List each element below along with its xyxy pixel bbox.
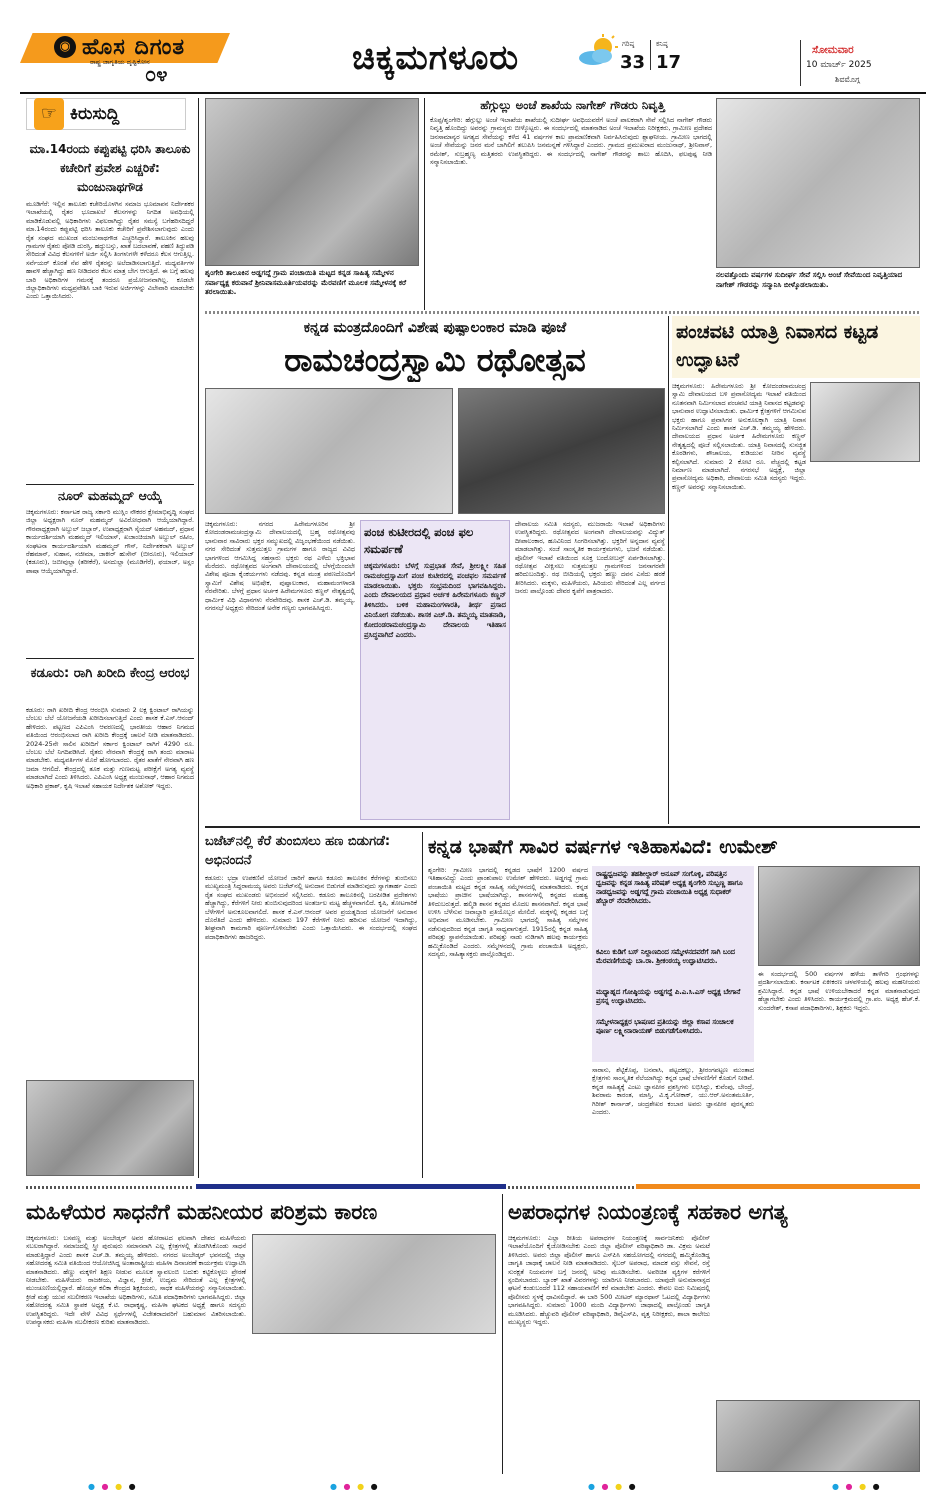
registration-marks bbox=[88, 1482, 138, 1491]
registration-dot: ● bbox=[357, 1482, 371, 1491]
ratha-sidebox-headline: ಪಂಚ ಕುಟೀರದಲ್ಲಿ ಪಂಚ ಫಲ ಸಮರ್ಪಣೆ bbox=[364, 525, 474, 556]
aparadha-headline: ಅಪರಾಧಗಳ ನಿಯಂತ್ರಣಕ್ಕೆ ಸಹಕಾರ ಅಗತ್ಯ bbox=[508, 1200, 788, 1224]
registration-dot: ● bbox=[330, 1482, 344, 1491]
ragi-centre-photo bbox=[26, 1080, 194, 1176]
story1-body: ಮೂಡಿಗೆರೆ: ಇಲ್ಲಿನ ತಾಲೂಕು ಕಚೇರಿಯೊಳಗಿನ ಸಮಾಜ ಭೂಮಾಪನ ನಿರ್ದೇಶಕರ ಇಲಾಖೆಯಲ್ಲಿ ರೈತರ ಭೂದಾಖಲೆ ಕೆಲಸಗಳನ್ನು ನಿಗದಿತ ಅವಧಿಯಲ್ಲಿ ಮಾಡಿಕೊಡುವಲ್ಲಿ ಅಧಿಕಾರಿಗಳು ವಿಫಲರಾಗಿದ್ದು ರೈತರ ಸಮಸ್ಯೆ ಬಗೆಹರಿಸದಿದ್ದರೆ ಮಾ.14ರಂದು ಕಪ್ಪುಪಟ್ಟಿ ಧರಿಸಿ ತಾಲೂಕು ಕಚೇರಿಗೆ ಪ್ರವೇಶಿಸಲಾಗುವುದು ಎಂದು ರೈತ ಸಂಘದ ಮುಖಂಡ ಮಂಜುನಾಥಗೌಡ ಎಚ್ಚರಿಸಿದ್ದಾರೆ. ತಾಲೂಕಿನ ಹಲವು ಗ್ರಾಮಗಳ ರೈತರು ಪೋಡಿ ದುರಸ್ತಿ, ಹದ್ದುಬಸ್ತು, ಖಾತೆ ಬದಲಾವಣೆ, ಪಹಣಿ ತಿದ್ದುಪಡಿ ಸೇರಿದಂತೆ ವಿವಿಧ ಕೆಲಸಗಳಿಗೆ ಅರ್ಜಿ ಸಲ್ಲಿಸಿ ತಿಂಗಳುಗಳೇ ಕಳೆದರೂ ಕೆಲಸ ಆಗುತ್ತಿಲ್ಲ. ಸರ್ವೆಯರ್ ಕೊರತೆ ನೆಪ ಹೇಳಿ ರೈತರನ್ನು ಅಲೆದಾಡಿಸಲಾಗುತ್ತಿದೆ. ಮಧ್ಯವರ್ತಿಗಳ ಹಾವಳಿ ಹೆಚ್ಚಾಗಿದ್ದು ಹಣ ನೀಡಿದವರ ಕೆಲಸ ಮಾತ್ರ ಬೇಗ ಆಗುತ್ತಿದೆ. ಈ ಬಗ್ಗೆ ಹಲವು ಬಾರಿ ಅಧಿಕಾರಿಗಳ ಗಮನಕ್ಕೆ ತಂದರೂ ಪ್ರಯೋಜನವಾಗಿಲ್ಲ. ಕೂಡಲೇ ಜಿಲ್ಲಾಧಿಕಾರಿಗಳು ಮಧ್ಯಪ್ರವೇಶಿಸಿ ಬಾಕಿ ಇರುವ ಅರ್ಜಿಗಳನ್ನು ವಿಲೇವಾರಿ ಮಾಡಬೇಕು ಎಂದು ಒತ್ತಾಯಿಸಿದರು. bbox=[26, 200, 194, 301]
bar-pattern bbox=[508, 1186, 634, 1189]
inauguration-photo bbox=[810, 382, 920, 462]
date-box-divider bbox=[800, 40, 801, 86]
story2-body: ಚಿಕ್ಕಮಗಳೂರು: ಕರ್ನಾಟಕ ರಾಜ್ಯ ಸರ್ಕಾರಿ ಮುಸ್ಲಿಂ ನೌಕರರ ಕ್ಷೇಮಾಭಿವೃದ್ಧಿ ಸಂಘದ ಜಿಲ್ಲಾ ಅಧ್ಯಕ್ಷರಾಗಿ ನೂರ್ ಮಹಮ್ಮದ್ ಅವಿರೋಧವಾಗಿ ಆಯ್ಕೆಯಾಗಿದ್ದಾರೆ. ಗೌರವಾಧ್ಯಕ್ಷರಾಗಿ ಅಬ್ದುಲ್ ಜಬ್ಬಾರ್, ಉಪಾಧ್ಯಕ್ಷರಾಗಿ ಸೈಯದ್ ಅಹಮದ್, ಪ್ರಧಾನ ಕಾರ್ಯದರ್ಶಿಯಾಗಿ ಮಹಮ್ಮದ್ ಇಲಿಯಾಸ್, ಖಜಾಂಚಿಯಾಗಿ ಅಬ್ದುಲ್ ರಹೀಂ, ಸಂಘಟನಾ ಕಾರ್ಯದರ್ಶಿಯಾಗಿ ಮಹಮ್ಮದ್ ಗೌಸ್, ನಿರ್ದೇಶಕರಾಗಿ ಅಬ್ದುಲ್ ರೆಹಮಾನ್, ಸುಹಾನ, ನಜೀಮಾ, ಜಾಕೀರ್ ಹುಸೇನ್ (ಬೀರೂರು), ಇಲಿಯಾಜ್ (ಕಡೂರು), ಜಬೀವುಲ್ಲಾ (ತರೀಕೆರೆ), ಅಸದುಲ್ಲಾ (ಮೂಡಿಗೆರೆ), ಫಯಾಜ್, ಅಸ್ಲಂ ಪಾಷಾ ಆಯ್ಕೆಯಾಗಿದ್ದಾರೆ. bbox=[26, 508, 194, 575]
registration-dot: ● bbox=[615, 1482, 629, 1491]
panchavati-headline: ಪಂಚವಟಿ ಯಾತ್ರಿ ನಿವಾಸದ ಕಟ್ಟಡ ಉದ್ಘಾಟನೆ bbox=[676, 321, 879, 371]
womens-day-photo bbox=[252, 1234, 496, 1334]
budget-body: ಕಡೂರು: ಭದ್ರಾ ಉಪಕಣಿವೆ ಯೋಜನೆ ಜಾರಿಗೆ ಹಾಗೂ ಕಡೂರು ತಾಲೂಕಿನ ಕೆರೆಗಳನ್ನು ತುಂಬಿಸಲು ಮುಖ್ಯಮಂತ್ರಿ ಸಿದ್ದರಾಮಯ್ಯ ಅವರು ಬಜೆಟ್‌ನಲ್ಲಿ ಅನುದಾನ ಬಿಡುಗಡೆ ಮಾಡಿರುವುದು ಸ್ವಾಗತಾರ್ಹ ಎಂದು ರೈತ ಸಂಘದ ಮುಖಂಡರು ಅಭಿನಂದನೆ ಸಲ್ಲಿಸಿದರು. ಕಡೂರು ತಾಲೂಕಿನಲ್ಲಿ ಬರಪೀಡಿತ ಪ್ರದೇಶಗಳು ಹೆಚ್ಚಾಗಿದ್ದು, ಕೆರೆಗಳಿಗೆ ನೀರು ತುಂಬಿಸುವುದರಿಂದ ಅಂತರ್ಜಲ ಮಟ್ಟ ಹೆಚ್ಚಳವಾಗಲಿದೆ. ಕೃಷಿ, ತೋಟಗಾರಿಕೆ ಬೆಳೆಗಳಿಗೆ ಅನುಕೂಲವಾಗಲಿದೆ. ಶಾಸಕ ಕೆ.ಎಸ್.ಆನಂದ್ ಅವರ ಪ್ರಯತ್ನದಿಂದ ಯೋಜನೆಗೆ ಅನುದಾನ ದೊರೆತಿದೆ ಎಂದು ಹೇಳಿದರು. ಸುಮಾರು 197 ಕೆರೆಗಳಿಗೆ ನೀರು ಹರಿಸುವ ಯೋಜನೆ ಇದಾಗಿದ್ದು, ಶೀಘ್ರವಾಗಿ ಕಾಮಗಾರಿ ಪೂರ್ಣಗೊಳಿಸಬೇಕು ಎಂದು ಒತ್ತಾಯಿಸಿದರು. ಈ ಸಂದರ್ಭದಲ್ಲಿ ಸಂಘದ ಪದಾಧಿಕಾರಿಗಳು ಹಾಜರಿದ್ದರು. bbox=[205, 874, 417, 941]
temp-divider bbox=[650, 40, 651, 70]
registration-dot: ● bbox=[628, 1482, 638, 1491]
column-rule bbox=[668, 316, 669, 824]
page-number: ೦೪ bbox=[145, 62, 168, 86]
kiru-suddi-title: ಕಿರುಸುದ್ದಿ bbox=[70, 104, 120, 124]
umesh-bullet-2: ಕವಿಲು ಕುಡಿಗೆ ಬಸ್ ನಿಲ್ದಾಣದಿಂದ ಸಮ್ಮೇಳನದವರೆಗೆ ಸಾಗಿ ಬಂದ ಮೆರವಣಿಗೆಯನ್ನು ಬಾ.ರಾ. ಶ್ರೀಕಂಠಯ್ಯ ಉದ್ಘಾಟಿಸಿದರು. bbox=[596, 948, 735, 965]
registration-dot: ● bbox=[872, 1482, 882, 1491]
ratha-crowd-photo bbox=[458, 388, 665, 514]
procession-caption: ಶೃಂಗೇರಿ ತಾಲೂಕಿನ ಅಡ್ಡಗದ್ದೆ ಗ್ರಾಮ ಪಂಚಾಯಿತಿ ಮಟ್ಟದ ಕನ್ನಡ ಸಾಹಿತ್ಯ ಸಮ್ಮೇಳನ ಸರ್ವಾಧ್ಯಕ್ಷ ಕರುವಾನೆ ಶ್ರೀನಿವಾಸಮೂರ್ತಿಯವರನ್ನು ಮೆರವಣಿಗೆ ಮೂಲಕ ಸಮ್ಮೇಳನಕ್ಕೆ ಕರೆ ತರಲಾಯಿತು. bbox=[205, 268, 407, 296]
sammelana-photo bbox=[758, 866, 920, 966]
registration-dot: ● bbox=[370, 1482, 380, 1491]
nagesh-headline: ಹೆಗ್ಗುಲ್ಲು ಅಂಚೆ ಶಾಖೆಯ ನಾಗೇಶ್ ಗೌಡರು ನಿವೃತ್ತಿ bbox=[480, 98, 665, 112]
registration-dot: ● bbox=[88, 1482, 102, 1491]
bar-pattern bbox=[26, 1186, 194, 1189]
retirement-photo bbox=[716, 98, 920, 268]
umesh-bullet-4: ಸಮ್ಮೇಳನಾಧ್ಯಕ್ಷರ ಭಾಷಣದ ಪ್ರತಿಯನ್ನು ಜಿಲ್ಲಾ ಕಸಾಪ ಸಂಚಾಲಕ ಪೂರ್ಣ ಲಕ್ಷ್ಮೀನಾರಾಯಣ್ ಬಿಡುಗಡೆಗೊಳಿಸಿದರು. bbox=[596, 1018, 734, 1035]
panchavati-body: ಚಿಕ್ಕಮಗಳೂರು: ಹಿರೇಮಗಳೂರು ಶ್ರೀ ಕೋದಂಡರಾಮಚಂದ್ರ ಸ್ವಾಮಿ ದೇವಾಲಯದ ಬಳಿ ಪ್ರವಾಸೋದ್ಯಮ ಇಲಾಖೆ ವತಿಯಿಂದ ನೂತನವಾಗಿ ನಿರ್ಮಿಸಲಾದ ಪಂಚವಟಿ ಯಾತ್ರಿ ನಿವಾಸದ ಕಟ್ಟಡವನ್ನು ಭಾನುವಾರ ಉದ್ಘಾಟಿಸಲಾಯಿತು. ಧಾರ್ಮಿಕ ಕ್ಷೇತ್ರಗಳಿಗೆ ಆಗಮಿಸುವ ಭಕ್ತರು ಹಾಗೂ ಪ್ರವಾಸಿಗರ ಅನುಕೂಲಕ್ಕಾಗಿ ಯಾತ್ರಿ ನಿವಾಸ ನಿರ್ಮಿಸಲಾಗಿದೆ ಎಂದು ಶಾಸಕ ಎಚ್.ಡಿ. ತಮ್ಮಯ್ಯ ಹೇಳಿದರು. ದೇವಾಲಯದ ಪ್ರಧಾನ ಅರ್ಚಕ ಹಿರೇಮಗಳೂರು ಕಣ್ಣನ್ ನೇತೃತ್ವದಲ್ಲಿ ಪೂಜೆ ಸಲ್ಲಿಸಲಾಯಿತು. ಯಾತ್ರಿ ನಿವಾಸದಲ್ಲಿ ಸುಸಜ್ಜಿತ ಕೊಠಡಿಗಳು, ಶೌಚಾಲಯ, ಕುಡಿಯುವ ನೀರಿನ ವ್ಯವಸ್ಥೆ ಕಲ್ಪಿಸಲಾಗಿದೆ. ಸುಮಾರು 2 ಕೋಟಿ ರೂ. ವೆಚ್ಚದಲ್ಲಿ ಕಟ್ಟಡ ನಿರ್ಮಾಣ ಮಾಡಲಾಗಿದೆ. ನಗರಸಭೆ ಅಧ್ಯಕ್ಷೆ, ಜಿಲ್ಲಾ ಪ್ರವಾಸೋದ್ಯಮ ಅಧಿಕಾರಿ, ದೇವಾಲಯ ಸಮಿತಿ ಸದಸ್ಯರು ಇದ್ದರು. ಕಣ್ಣನ್ ಅವರನ್ನು ಸನ್ಮಾನಿಸಲಾಯಿತು. bbox=[672, 382, 806, 491]
nagesh-body: ಕೊಪ್ಪ/ಶೃಂಗೇರಿ: ಹೆಗ್ಗುಲ್ಲು ಅಂಚೆ ಇಲಾಖೆಯ ಶಾಖೆಯಲ್ಲಿ ಸುದೀರ್ಘ ಅವಧಿಯವರೆಗೆ ಅಂಚೆ ಪಾಲಕರಾಗಿ ಸೇವೆ ಸಲ್ಲಿಸಿದ ನಾಗೇಶ್ ಗೌಡರು ನಿವೃತ್ತಿ ಹೊಂದಿದ್ದು ಅವರನ್ನು ಗ್ರಾಮಸ್ಥರು ಬೀಳ್ಕೊಟ್ಟರು. ಈ ಸಂದರ್ಭದಲ್ಲಿ ಮಾತನಾಡಿದ ಅಂಚೆ ಇಲಾಖೆಯ ನಿರೀಕ್ಷಕರು, ಗ್ರಾಮೀಣ ಪ್ರದೇಶದ ಜನಸಾಮಾನ್ಯರ ಅಗತ್ಯದ ಸೇವೆಯನ್ನು ಕಳೆದ 41 ವರ್ಷಗಳ ಕಾಲ ಪ್ರಾಮಾಣಿಕವಾಗಿ ನಿರ್ವಹಿಸಿರುವುದು ಶ್ಲಾಘನೀಯ. ಗ್ರಾಮೀಣ ಭಾಗದಲ್ಲಿ ಅಂಚೆ ಸೇವೆಯನ್ನು ಜನರ ಮನೆ ಬಾಗಿಲಿಗೆ ತಲುಪಿಸಿ ಜನಮನ್ನಣೆ ಗಳಿಸಿದ್ದಾರೆ ಎಂದರು. ಗ್ರಾಮದ ಪ್ರಮುಖರಾದ ಮಂಜುನಾಥ್, ಶ್ರೀನಿವಾಸ್, ರಮೇಶ್, ಸುಬ್ರಹ್ಮಣ್ಯ ಮತ್ತಿತರರು ಉಪಸ್ಥಿತರಿದ್ದರು. ಈ ಸಂದರ್ಭದಲ್ಲಿ ನಾಗೇಶ್ ಗೌಡರನ್ನು ಶಾಲು ಹೊದಿಸಿ, ಫಲಪುಷ್ಪ ನೀಡಿ ಸನ್ಮಾನಿಸಲಾಯಿತು. bbox=[430, 116, 712, 167]
pointing-hand-icon: ☞ bbox=[34, 98, 64, 130]
ratha-body1: ಚಿಕ್ಕಮಗಳೂರು: ನಗರದ ಹಿರೇಮಗಳೂರಿನ ಶ್ರೀ ಕೋದಂಡರಾಮಚಂದ್ರಸ್ವಾಮಿ ದೇವಾಲಯದಲ್ಲಿ ಬ್ರಹ್ಮ ರಥೋತ್ಸವವು ಭಾನುವಾರ ಸಾವಿರಾರು ಭಕ್ತರ ಸಮ್ಮುಖದಲ್ಲಿ ವಿಜೃಂಭಣೆಯಿಂದ ನಡೆಯಿತು. ನಗರ ಸೇರಿದಂತೆ ಸುತ್ತಮುತ್ತಲ ಗ್ರಾಮಗಳ ಹಾಗೂ ರಾಜ್ಯದ ವಿವಿಧ ಭಾಗಗಳಿಂದ ಆಗಮಿಸಿದ್ದ ಸಹಸ್ರಾರು ಭಕ್ತರು ರಥ ಎಳೆದು ಭಕ್ತಿಭಾವ ಮೆರೆದರು. ರಥೋತ್ಸವದ ಅಂಗವಾಗಿ ದೇವಾಲಯದಲ್ಲಿ ಬೆಳಗ್ಗೆಯಿಂದಲೇ ವಿಶೇಷ ಪೂಜಾ ಕೈಂಕರ್ಯಗಳು ನಡೆದವು. ಕನ್ನಡ ಮಂತ್ರ ಪಠಣದೊಂದಿಗೆ ಸ್ವಾಮಿಗೆ ವಿಶೇಷ ಅಭಿಷೇಕ, ಪುಷ್ಪಾಲಂಕಾರ, ಮಹಾಮಂಗಳಾರತಿ ನೆರವೇರಿತು. ಬೆಳಗ್ಗೆ ಪ್ರಧಾನ ಅರ್ಚಕ ಹಿರೇಮಗಳೂರು ಕಣ್ಣನ್ ನೇತೃತ್ವದಲ್ಲಿ ಧಾರ್ಮಿಕ ವಿಧಿ ವಿಧಾನಗಳು ನೆರವೇರಿದವು. ಶಾಸಕ ಎಚ್.ಡಿ. ತಮ್ಮಯ್ಯ, ನಗರಸಭೆ ಅಧ್ಯಕ್ಷರು ಸೇರಿದಂತೆ ಅನೇಕ ಗಣ್ಯರು ಭಾಗವಹಿಸಿದ್ದರು. bbox=[205, 520, 355, 613]
ratha-sidebox-body: ಚಿಕ್ಕಮಗಳೂರು: ಬೆಳಗ್ಗೆ ಸುಪ್ರಭಾತ ಸೇವೆ, ಶ್ರೀಲಕ್ಷ್ಮೀ ಸಹಿತ ರಾಮಚಂದ್ರಸ್ವಾಮಿಗೆ ಪಂಚ ಕುಟೀರದಲ್ಲಿ ಪಂಚಫಲ ಸಮರ್ಪಣೆ ಮಾಡಲಾಯಿತು. ಭಕ್ತರು ಸಂಭ್ರಮದಿಂದ ಭಾಗವಹಿಸಿದ್ದರು. ಎಂದು ದೇವಾಲಯದ ಪ್ರಧಾನ ಅರ್ಚಕ ಹಿರೇಮಗಳೂರು ಕಣ್ಣನ್ ತಿಳಿಸಿದರು. ಬಳಿಕ ಮಹಾಮಂಗಳಾರತಿ, ತೀರ್ಥ ಪ್ರಸಾದ ವಿನಿಯೋಗ ನಡೆಯಿತು. ಶಾಸಕ ಎಚ್.ಡಿ. ತಮ್ಮಯ್ಯ ಮಾತನಾಡಿ, ಕೋದಂಡರಾಮಚಂದ್ರಸ್ವಾಮಿ ದೇವಾಲಯ ಇತಿಹಾಸ ಪ್ರಸಿದ್ಧವಾಗಿದೆ ಎಂದರು. bbox=[364, 562, 506, 639]
date-label: 10 ಮಾರ್ಚ್ 2025 bbox=[806, 60, 872, 70]
umesh-headline: ಕನ್ನಡ ಭಾಷೆಗೆ ಸಾವಿರ ವರ್ಷಗಳ ಇತಿಹಾಸವಿದೆ: ಉಮೇಶ್ bbox=[428, 836, 778, 858]
awareness-rally-photo bbox=[716, 1400, 920, 1472]
registration-marks bbox=[832, 1482, 882, 1491]
aparadha-body-cont bbox=[716, 1234, 920, 1396]
orange-bar bbox=[636, 1184, 920, 1189]
panchavati-body-cont bbox=[810, 466, 920, 822]
story3-body: ಕಡೂರು: ರಾಗಿ ಖರೀದಿ ಕೇಂದ್ರ ಆರಂಭಿಸಿ ಸುಮಾರು 2 ಲಕ್ಷ ಕ್ವಿಂಟಾಲ್ ರಾಗಿಯನ್ನು ಬೆಂಬಲ ಬೆಲೆ ಯೋಜನೆಯಡಿ ಖರೀದಿಸಲಾಗುತ್ತಿದೆ ಎಂದು ಶಾಸಕ ಕೆ.ಎಸ್.ಆನಂದ್ ಹೇಳಿದರು. ಪಟ್ಟಣದ ಎಪಿಎಂಸಿ ಆವರಣದಲ್ಲಿ ಭಾರತೀಯ ಆಹಾರ ನಿಗಮದ ವತಿಯಿಂದ ಆರಂಭಿಸಲಾದ ರಾಗಿ ಖರೀದಿ ಕೇಂದ್ರಕ್ಕೆ ಚಾಲನೆ ನೀಡಿ ಮಾತನಾಡಿದರು. 2024-25ನೇ ಸಾಲಿನ ಖರೀದಿಗೆ ಸರ್ಕಾರ ಕ್ವಿಂಟಾಲ್ ರಾಗಿಗೆ 4290 ರೂ. ಬೆಂಬಲ ಬೆಲೆ ನಿಗದಿಪಡಿಸಿದೆ. ರೈತರು ನೇರವಾಗಿ ಕೇಂದ್ರಕ್ಕೆ ರಾಗಿ ತಂದು ಮಾರಾಟ ಮಾಡಬೇಕು. ಮಧ್ಯವರ್ತಿಗಳ ಮೊರೆ ಹೋಗಬಾರದು. ರೈತರ ಖಾತೆಗೆ ನೇರವಾಗಿ ಹಣ ಜಮಾ ಆಗಲಿದೆ. ಕೇಂದ್ರದಲ್ಲಿ ತೂಕ ಮತ್ತು ಗುಣಮಟ್ಟ ಪರೀಕ್ಷೆಗೆ ಅಗತ್ಯ ವ್ಯವಸ್ಥೆ ಮಾಡಲಾಗಿದೆ ಎಂದು ತಿಳಿಸಿದರು. ಎಪಿಎಂಸಿ ಅಧ್ಯಕ್ಷ ಮಂಜುನಾಥ್, ಆಹಾರ ನಿಗಮದ ಅಧಿಕಾರಿ ಪ್ರಕಾಶ್, ಕೃಷಿ ಇಲಾಖೆ ಸಹಾಯಕ ನಿರ್ದೇಶಕ ಅಶೋಕ್ ಇದ್ದರು. bbox=[26, 706, 194, 790]
story2-headline: ನೂರ್ ಮಹಮ್ಮದ್ ಆಯ್ಕೆ bbox=[58, 488, 162, 503]
temp-min-label: ಕನಿಷ್ಠ bbox=[656, 40, 668, 48]
partly-cloudy-icon bbox=[575, 34, 619, 68]
registration-dot: ● bbox=[832, 1482, 846, 1491]
umesh-bullet-3: ಮಧ್ಯಾಹ್ನದ ಗೋಷ್ಠಿಯನ್ನು ಅಡ್ಡಗದ್ದೆ ಪಿ.ಎ.ಸಿ.ಎಸ್ ಅಧ್ಯಕ್ಷ ಬೇಗಾನೆ ಪ್ರಸನ್ನ ಉದ್ಘಾಟಿಸಿದರು. bbox=[596, 988, 741, 1005]
registration-dot: ● bbox=[343, 1482, 358, 1491]
location-label: ಶಿವಮೊಗ್ಗ bbox=[835, 75, 860, 84]
masthead-rule bbox=[20, 92, 926, 94]
umesh-body2: ಸಾರಾಸು, ಶೆಟ್ಟಿಕೊಪ್ಪ, ಬನವಾಸಿ, ಪಟ್ಟದಕಲ್ಲು, ಶ್ರೀರಂಗಪಟ್ಟಣ ಮುಂತಾದ ಕ್ಷೇತ್ರಗಳು ಸಾಂಸ್ಕೃತಿಕ ನೆಲೆಯಾಗಿದ್ದು ಕನ್ನಡ ಭಾಷೆ ಬೆಳವಣಿಗೆಗೆ ಕೊಡುಗೆ ನೀಡಿವೆ. ಕನ್ನಡ ಸಾಹಿತ್ಯಕ್ಕೆ ಎಂಟು ಜ್ಞಾನಪೀಠ ಪ್ರಶಸ್ತಿಗಳು ಲಭಿಸಿದ್ದು, ಕುವೆಂಪು, ಬೇಂದ್ರೆ, ಶಿವರಾಮ ಕಾರಂತ, ಮಾಸ್ತಿ, ವಿ.ಕೃ.ಗೋಕಾಕ್, ಯು.ಆರ್.ಅನಂತಮೂರ್ತಿ, ಗಿರೀಶ್ ಕಾರ್ನಾಡ್, ಚಂದ್ರಶೇಖರ ಕಂಬಾರ ಅವರು ಜ್ಞಾನಪೀಠ ಪುರಸ್ಕೃತರು ಎಂದರು. bbox=[592, 1066, 754, 1117]
procession-photo bbox=[205, 98, 419, 266]
column-rule bbox=[198, 98, 199, 1178]
aparadha-body: ಚಿಕ್ಕಮಗಳೂರು: ಎಲ್ಲಾ ರೀತಿಯ ಅಪರಾಧಗಳ ನಿಯಂತ್ರಣಕ್ಕೆ ಸಾರ್ವಜನಿಕರು ಪೊಲೀಸ್ ಇಲಾಖೆಯೊಂದಿಗೆ ಕೈಜೋಡಿಸಬೇಕು ಎಂದು ಜಿಲ್ಲಾ ಪೊಲೀಸ್ ವರಿಷ್ಠಾಧಿಕಾರಿ ಡಾ. ವಿಕ್ರಮ ಅಮಟೆ ತಿಳಿಸಿದರು. ಅವರು ಜಿಲ್ಲಾ ಪೊಲೀಸ್ ಹಾಗೂ ಎಸ್‌ಪಿಸಿ ಸಹಯೋಗದಲ್ಲಿ ನಗರದಲ್ಲಿ ಹಮ್ಮಿಕೊಂಡಿದ್ದ ಜಾಗೃತಿ ಜಾಥಾಕ್ಕೆ ಚಾಲನೆ ನೀಡಿ ಮಾತನಾಡಿದರು. ಸೈಬರ್ ಅಪರಾಧ, ಮಾದಕ ವಸ್ತು ಸೇವನೆ, ರಸ್ತೆ ಸುರಕ್ಷತೆ ನಿಯಮಗಳ ಬಗ್ಗೆ ಜನರಲ್ಲಿ ಅರಿವು ಮೂಡಿಸಬೇಕು. ಅಪರಿಚಿತ ವ್ಯಕ್ತಿಗಳ ಕರೆಗಳಿಗೆ ಸ್ಪಂದಿಸಬಾರದು. ಬ್ಯಾಂಕ್ ಖಾತೆ ವಿವರಗಳನ್ನು ಯಾರಿಗೂ ನೀಡಬಾರದು. ಯಾವುದೇ ಅನುಮಾನಾಸ್ಪದ ಘಟನೆ ಕಂಡುಬಂದರೆ 112 ಸಹಾಯವಾಣಿಗೆ ಕರೆ ಮಾಡಬೇಕು ಎಂದರು. ಕೇವಲ ಐದು ನಿಮಿಷದಲ್ಲಿ ಪೊಲೀಸರು ಸ್ಥಳಕ್ಕೆ ಧಾವಿಸಲಿದ್ದಾರೆ. ಈ ಬಾರಿ 500 ಮೀಟರ್ ಮ್ಯಾರಥಾನ್ ಓಟದಲ್ಲಿ ವಿದ್ಯಾರ್ಥಿಗಳು ಭಾಗವಹಿಸಿದ್ದರು. ಸುಮಾರು 1000 ಮಂದಿ ವಿದ್ಯಾರ್ಥಿಗಳು ಜಾಥಾದಲ್ಲಿ ಪಾಲ್ಗೊಂಡು ಜಾಗೃತಿ ಮೂಡಿಸಿದರು. ಹೆಚ್ಚುವರಿ ಪೊಲೀಸ್ ವರಿಷ್ಠಾಧಿಕಾರಿ, ಡಿವೈಎಸ್‌ಪಿ, ವೃತ್ತ ನಿರೀಕ್ಷಕರು, ಶಾಲಾ ಕಾಲೇಜು ಮುಖ್ಯಸ್ಥರು ಇದ್ದರು. bbox=[508, 1234, 710, 1327]
registration-dot: ● bbox=[101, 1482, 116, 1491]
registration-marks bbox=[588, 1482, 638, 1491]
umesh-body1: ಶೃಂಗೇರಿ: ಗ್ರಾಮೀಣ ಭಾಗದಲ್ಲಿ ಕನ್ನಡದ ಭಾಷೆಗೆ 1200 ವರ್ಷದ ಇತಿಹಾಸವಿದ್ದು ಎಂದು ಪ್ರಾಂಶುಪಾಲ ಉಮೇಶ್ ಹೇಳಿದರು. ಅಡ್ಡಗದ್ದೆ ಗ್ರಾಮ ಪಂಚಾಯಿತಿ ಮಟ್ಟದ ಕನ್ನಡ ಸಾಹಿತ್ಯ ಸಮ್ಮೇಳನದಲ್ಲಿ ಮಾತನಾಡಿದರು. ಕನ್ನಡ ಭಾಷೆಯು ಪ್ರಾಚೀನ ಭಾಷೆಯಾಗಿದ್ದು, ಶಾಸನಗಳಲ್ಲಿ ಕನ್ನಡದ ಮಹತ್ವ ತಿಳಿದುಬರುತ್ತದೆ. ಹಲ್ಮಿಡಿ ಶಾಸನ ಕನ್ನಡದ ಮೊದಲ ಶಾಸನವಾಗಿದೆ. ಕನ್ನಡ ಭಾಷೆ ಉಳಿಸಿ ಬೆಳೆಸುವ ಜವಾಬ್ದಾರಿ ಪ್ರತಿಯೊಬ್ಬರ ಮೇಲಿದೆ. ಮಕ್ಕಳಲ್ಲಿ ಕನ್ನಡದ ಬಗ್ಗೆ ಅಭಿಮಾನ ಮೂಡಿಸಬೇಕು. ಗ್ರಾಮೀಣ ಭಾಗದಲ್ಲಿ ಸಾಹಿತ್ಯ ಸಮ್ಮೇಳನ ನಡೆಸುವುದರಿಂದ ಕನ್ನಡ ಜಾಗೃತಿ ಸಾಧ್ಯವಾಗುತ್ತದೆ. 1915ರಲ್ಲಿ ಕನ್ನಡ ಸಾಹಿತ್ಯ ಪರಿಷತ್ತು ಸ್ಥಾಪನೆಯಾಯಿತು. ಪರಿಷತ್ತು ನಾಡು ನುಡಿಗಾಗಿ ಹಲವು ಕಾರ್ಯಕ್ರಮ ಹಮ್ಮಿಕೊಂಡಿದೆ ಎಂದರು. ಸಮ್ಮೇಳನದಲ್ಲಿ ಗ್ರಾಮ ಪಂಚಾಯಿತಿ ಅಧ್ಯಕ್ಷರು, ಸದಸ್ಯರು, ಸಾಹಿತ್ಯಾಸಕ್ತರು ಪಾಲ್ಗೊಂಡಿದ್ದರು. bbox=[428, 866, 588, 959]
temp-max-label: ಗರಿಷ್ಠ bbox=[622, 40, 635, 48]
column-rule bbox=[424, 98, 425, 310]
navy-bar bbox=[196, 1184, 506, 1189]
retirement-caption: ನಲವತ್ತೊಂದು ವರ್ಷಗಳ ಸುದೀರ್ಘ ಸೇವೆ ಸಲ್ಲಿಸಿ ಅಂಚೆ ಸೇವೆಯಿಂದ ನಿವೃತ್ತಿಯಾದ ನಾಗೇಶ್ ಗೌಡರನ್ನು ಸನ್ಮಾನಿಸಿ ಬೀಳ್ಕೊಡಲಾಯಿತು. bbox=[716, 270, 903, 289]
story3-headline: ಕಡೂರು: ರಾಗಿ ಖರೀದಿ ಕೇಂದ್ರ ಆರಂಭ bbox=[30, 666, 190, 681]
ratha-body2: ದೇವಾಲಯ ಸಮಿತಿ ಸದಸ್ಯರು, ಮುಜರಾಯಿ ಇಲಾಖೆ ಅಧಿಕಾರಿಗಳು ಉಪಸ್ಥಿತರಿದ್ದರು. ರಥೋತ್ಸವದ ಅಂಗವಾಗಿ ದೇವಾಲಯವನ್ನು ವಿದ್ಯುತ್ ದೀಪಾಲಂಕಾರ, ಹೂವಿನಿಂದ ಸಿಂಗರಿಸಲಾಗಿತ್ತು. ಭಕ್ತರಿಗೆ ಅನ್ನದಾನ ವ್ಯವಸ್ಥೆ ಮಾಡಲಾಗಿತ್ತು. ಸಂಜೆ ಸಾಂಸ್ಕೃತಿಕ ಕಾರ್ಯಕ್ರಮಗಳು, ಭಜನೆ ನಡೆಯಿತು. ಪೊಲೀಸ್ ಇಲಾಖೆ ವತಿಯಿಂದ ಸೂಕ್ತ ಬಂದೋಬಸ್ತ್ ಏರ್ಪಡಿಸಲಾಗಿತ್ತು. ರಥೋತ್ಸವ ವೀಕ್ಷಿಸಲು ಸುತ್ತಮುತ್ತಲ ಗ್ರಾಮಗಳಿಂದ ಜನಸಾಗರವೇ ಹರಿದುಬಂದಿತ್ತು. ರಥ ಬೀದಿಯಲ್ಲಿ ಭಕ್ತರು ಹಣ್ಣು ದವನ ಎಸೆದು ಹರಕೆ ತೀರಿಸಿದರು. ಮಕ್ಕಳು, ಮಹಿಳೆಯರು, ಹಿರಿಯರು ಸೇರಿದಂತೆ ಎಲ್ಲ ವರ್ಗದ ಜನರು ಪಾಲ್ಗೊಂಡು ದೇವರ ಕೃಪೆಗೆ ಪಾತ್ರರಾದರು. bbox=[515, 520, 665, 596]
mahila-headline: ಮಹಿಳೆಯರ ಸಾಧನೆಗೆ ಮಹನೀಯರ ಪರಿಶ್ರಮ ಕಾರಣ bbox=[26, 1200, 378, 1224]
ratha-pooja-photo bbox=[205, 388, 453, 514]
registration-dot: ● bbox=[115, 1482, 129, 1491]
umesh-bullet-1: ರಾಷ್ಟ್ರಧ್ವಜವನ್ನು ತಹಶೀಲ್ದಾರ್ ಅನೂಪ್ ಸಂಗೊಳ್ಳಿ, ಪರಿಷತ್ತಿನ ಧ್ವಜವನ್ನು ಕನ್ನಡ ಸಾಹಿತ್ಯ ಪರಿಷತ್ ಅಧ್ಯಕ್ಷ ಶೃಂಗೇರಿ ಸುಬ್ಬಣ್ಣ ಹಾಗೂ ನಾಡಧ್ವಜವನ್ನು ಅಡ್ಡಗದ್ದೆ ಗ್ರಾಮ ಪಂಚಾಯಿತಿ ಅಧ್ಯಕ್ಷ ಸುಧಾಕರ್ ಹೆಬ್ಬಾರ್ ನೆರವೇರಿಸಿದರು. bbox=[596, 870, 743, 905]
registration-marks bbox=[330, 1482, 380, 1491]
city-title: ಚಿಕ್ಕಮಗಳೂರು bbox=[352, 38, 520, 78]
mahila-body-cont bbox=[252, 1338, 496, 1472]
budget-headline: ಬಜೆಟ್‌ನಲ್ಲಿ ಕೆರೆ ತುಂಬಿಸಲು ಹಣ ಬಿಡುಗಡೆ: ಅಭಿನಂದನೆ bbox=[205, 834, 391, 868]
registration-dot: ● bbox=[128, 1482, 138, 1491]
separator-pattern bbox=[205, 311, 920, 314]
umesh-body3: ಈ ಸಂದರ್ಭದಲ್ಲಿ 500 ವರ್ಷಗಳ ಹಳೆಯ ತಾಳೆಗರಿ ಗ್ರಂಥಗಳನ್ನು ಪ್ರದರ್ಶಿಸಲಾಯಿತು. ಕರ್ನಾಟಕ ಏಕೀಕರಣ ಚಳವಳಿಯಲ್ಲಿ ಹಲವು ಮಹನೀಯರು ಶ್ರಮಿಸಿದ್ದಾರೆ. ಕನ್ನಡ ಭಾಷೆ ಉಳಿಯಬೇಕಾದರೆ ಕನ್ನಡ ಮಾತನಾಡುವುದು ಹೆಚ್ಚಾಗಬೇಕು ಎಂದು ತಿಳಿಸಿದರು. ಕಾರ್ಯಕ್ರಮದಲ್ಲಿ ಗ್ರಾ.ಪಂ. ಅಧ್ಯಕ್ಷ ಹೆಚ್.ಕೆ. ಸುಂದರೇಶ್, ಕಸಾಪ ಪದಾಧಿಕಾರಿಗಳು, ಶಿಕ್ಷಕರು ಇದ್ದರು. bbox=[758, 970, 920, 1012]
brand-emblem-icon: ◉ bbox=[54, 36, 76, 58]
column-rule bbox=[422, 832, 423, 1178]
registration-dot: ● bbox=[601, 1482, 616, 1491]
registration-dot: ● bbox=[859, 1482, 873, 1491]
mahila-body: ಚಿಕ್ಕಮಗಳೂರು: ಬಸವಣ್ಣ ಮತ್ತು ಅಂಬೇಡ್ಕರ್ ಅವರ ಹೋರಾಟದ ಫಲವಾಗಿ ದೇಶದ ಮಹಿಳೆಯರು ಸಬಲರಾಗಿದ್ದಾರೆ. ಸಮಾಜದಲ್ಲಿ ಸ್ತ್ರೀ ಪುರುಷರು ಸಮಾನವಾಗಿ ಎಲ್ಲ ಕ್ಷೇತ್ರಗಳಲ್ಲಿ ತೊಡಗಿಸಿಕೊಂಡು ಸಾಧನೆ ಮಾಡುತ್ತಿದ್ದಾರೆ ಎಂದು ಶಾಸಕ ಎಚ್.ಡಿ. ತಮ್ಮಯ್ಯ ಹೇಳಿದರು. ನಗರದ ಅಂಬೇಡ್ಕರ್ ಭವನದಲ್ಲಿ ಜಿಲ್ಲಾ ಸಹೋದರತ್ವ ಸಮಿತಿ ವತಿಯಿಂದ ಆಯೋಜಿಸಿದ್ದ ಅಂತಾರಾಷ್ಟ್ರೀಯ ಮಹಿಳಾ ದಿನಾಚರಣೆ ಕಾರ್ಯಕ್ರಮ ಉದ್ಘಾಟಿಸಿ ಮಾತನಾಡಿದರು. ಹೆಣ್ಣು ಮಕ್ಕಳಿಗೆ ಶಿಕ್ಷಣ ನೀಡುವ ಮೂಲಕ ಸ್ವಾವಲಂಬಿ ಬದುಕು ಕಟ್ಟಿಕೊಳ್ಳಲು ಪ್ರೇರಣೆ ನೀಡಬೇಕು. ಮಹಿಳೆಯರು ರಾಜಕೀಯ, ವಿಜ್ಞಾನ, ಕ್ರೀಡೆ, ಉದ್ಯಮ ಸೇರಿದಂತೆ ಎಲ್ಲ ಕ್ಷೇತ್ರಗಳಲ್ಲಿ ಮುಂಚೂಣಿಯಲ್ಲಿದ್ದಾರೆ. ಹೊಯ್ಸಳ ಕಲಿಕಾ ಕೇಂದ್ರದ ಶಿಕ್ಷಕಿಯರು, ಸಾಧಕ ಮಹಿಳೆಯರನ್ನು ಸನ್ಮಾನಿಸಲಾಯಿತು. ಕ್ರೀಡೆ ಮತ್ತು ಯುವ ಸಬಲೀಕರಣ ಇಲಾಖೆಯ ಅಧಿಕಾರಿಗಳು, ಸಮಿತಿ ಪದಾಧಿಕಾರಿಗಳು ಭಾಗವಹಿಸಿದ್ದರು. ಜಿಲ್ಲಾ ಸಹೋದರತ್ವ ಸಮಿತಿ ಸ್ಥಾಪಕ ಅಧ್ಯಕ್ಷ ಕೆ.ಟಿ. ರಾಧಾಕೃಷ್ಣ, ಮಹಿಳಾ ಘಟಕದ ಅಧ್ಯಕ್ಷೆ ಹಾಗೂ ಸದಸ್ಯರು ಉಪಸ್ಥಿತರಿದ್ದರು. ಇದೇ ವೇಳೆ ವಿವಿಧ ಸ್ಪರ್ಧೆಗಳಲ್ಲಿ ವಿಜೇತರಾದವರಿಗೆ ಬಹುಮಾನ ವಿತರಿಸಲಾಯಿತು. ಉಪನ್ಯಾಸಕರು ಮಹಿಳಾ ಸಬಲೀಕರಣ ಕುರಿತು ಮಾತನಾಡಿದರು. bbox=[26, 1234, 246, 1327]
temp-min: 17 bbox=[656, 52, 682, 73]
column-rule bbox=[502, 1194, 503, 1474]
story1-headline: ಮಾ.14ರಂದು ಕಪ್ಪುಪಟ್ಟಿ ಧರಿಸಿ ತಾಲೂಕು ಕಚೇರಿಗೆ ಪ್ರವೇಶ ಎಚ್ಚರಿಕೆ: ಮಂಜುನಾಥಗೌಡ bbox=[29, 142, 191, 194]
ratha-headline: ರಾಮಚಂದ್ರಸ್ವಾಮಿ ರಥೋತ್ಸವ bbox=[284, 341, 586, 379]
brand-title: ಹೊಸ ದಿಗಂತ bbox=[82, 35, 186, 60]
divider bbox=[26, 658, 194, 659]
ratha-kicker: ಕನ್ನಡ ಮಂತ್ರದೊಂದಿಗೆ ವಿಶೇಷ ಪುಷ್ಪಾಲಂಕಾರ ಮಾಡಿ ಪೂಜೆ bbox=[303, 320, 567, 336]
divider bbox=[26, 484, 194, 485]
day-label: ಸೋಮವಾರ bbox=[812, 44, 854, 56]
registration-dot: ● bbox=[845, 1482, 860, 1491]
temp-max: 33 bbox=[620, 52, 646, 73]
registration-dot: ● bbox=[588, 1482, 602, 1491]
section-rule bbox=[205, 826, 920, 828]
brand-tagline: ರಾಷ್ಟ್ರ ಜಾಗೃತಿಯ ದೃಷ್ಟಿಕೋನ bbox=[90, 58, 150, 66]
